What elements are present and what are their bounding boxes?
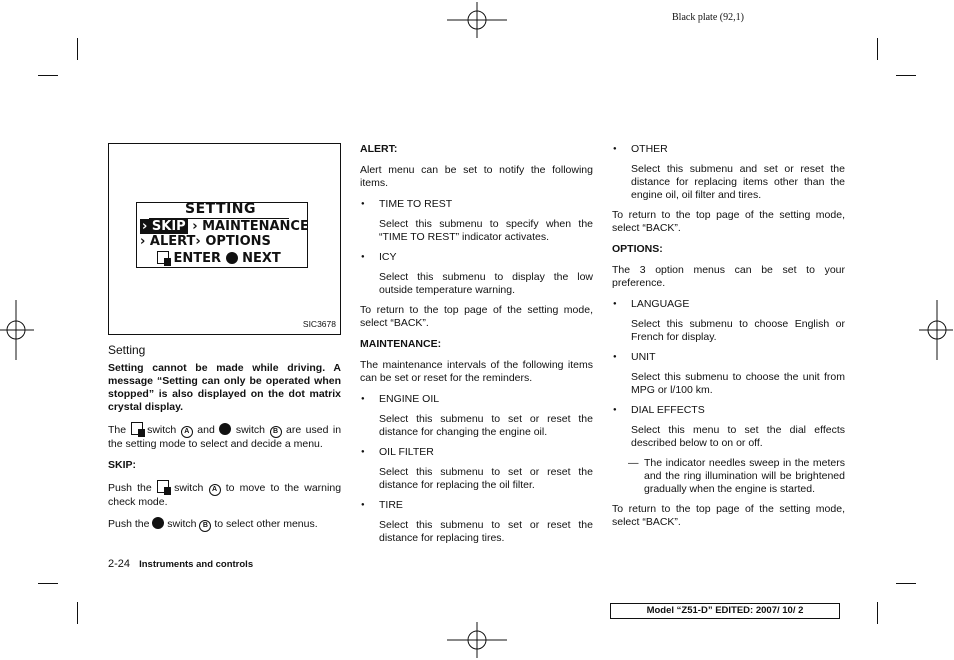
next-switch-icon [226,252,238,264]
next-switch-icon [152,517,164,529]
figure-caption: Setting [108,343,146,357]
lcd-display [136,202,308,268]
skip2-t3: to select other menus. [214,518,318,530]
alert-heading: ALERT: [360,143,398,155]
skip-paragraph-2 [108,517,341,532]
lcd-row-2: › ALERT› OPTIONS [140,234,271,249]
enter-switch-icon [157,480,169,493]
intro-t1: The [108,424,127,436]
language-desc: Select this submenu to choose English or French for display. [631,318,845,343]
page-footer [108,558,253,570]
bullet-engine-oil: ● ENGINE OIL [360,393,593,406]
bullet-tire: ● TIRE [360,499,593,512]
figure-code: SIC3678 [302,319,336,329]
skip2-t1: Push the [108,518,150,530]
bullet-unit: ● UNIT [612,351,845,364]
lcd-maintenance: MAINTENANCE [202,219,309,234]
circled-a-icon: A [181,426,193,438]
enter-switch-icon [157,251,169,264]
bullet-icy: ● ICY [360,251,593,264]
maintenance-return: To return to the top page of the setting mode, select “BACK”. [612,209,845,234]
options-return: To return to the top page of the setting mode, select “BACK”. [612,503,845,528]
unit-desc: Select this submenu to choose the unit from MPG or l/100 km. [631,371,845,396]
bullet-language: ● LANGUAGE [612,298,845,311]
oil-filter-desc: Select this submenu to set or reset the distance for replacing the oil filter. [379,466,593,491]
skip1-t2: switch [174,482,204,494]
page-number: 2-24 [108,558,131,570]
column-3 [612,143,845,537]
icy-desc: Select this submenu to display the low outside temperature warning. [379,271,593,296]
lcd-options: OPTIONS [205,234,271,249]
dial-effects-dash-item [612,457,845,496]
intro-t5: are used in the setting mode to select and decide a menu. [108,424,342,450]
next-switch-icon [219,423,231,435]
lcd-row-1: › SKIP › MAINTENANCE [142,219,309,234]
circled-b-icon: B [270,426,282,438]
lcd-row-3 [157,251,281,265]
plate-label: Black plate (92,1) [672,12,744,23]
alert-return: To return to the top page of the setting mode, select “BACK”. [360,304,593,329]
column-2 [360,143,593,552]
skip1-t1: Push the [108,482,152,494]
enter-switch-icon [131,422,143,435]
dash-marker: — [628,457,639,469]
circled-b-icon: B [199,520,211,532]
intro-t2: switch [147,424,177,436]
dial-effects-desc: Select this menu to set the dial effects described below to on or off. [631,424,845,449]
intro-paragraph [108,422,341,451]
circled-a-icon: A [209,484,221,496]
intro-t4: switch [235,424,265,436]
options-heading: OPTIONS: [612,243,663,255]
lcd-enter: ENTER [173,251,222,266]
engine-oil-desc: Select this submenu to set or reset the distance for changing the engine oil. [379,413,593,438]
bullet-dial-effects: ● DIAL EFFECTS [612,404,845,417]
setting-figure [108,143,341,335]
lcd-next: NEXT [242,251,281,266]
lcd-alert: ALERT [149,234,196,249]
bullet-oil-filter: ● OIL FILTER [360,446,593,459]
model-box: Model “Z51-D” EDITED: 2007/ 10/ 2 [610,603,840,619]
skip2-t2: switch [167,518,197,530]
bullet-time-to-rest: ● TIME TO REST [360,198,593,211]
skip-paragraph-1 [108,480,341,509]
intro-t3: and [197,424,215,436]
tire-desc: Select this submenu to set or reset the distance for replacing tires. [379,519,593,544]
time-to-rest-desc: Select this submenu to specify when the “TIME TO REST” indicator activates. [379,218,593,243]
lcd-title: SETTING [185,201,256,217]
maintenance-intro: The maintenance intervals of the following items can be set or reset for the reminders. [360,359,593,384]
section-title: Instruments and controls [139,559,254,570]
warning-text: Setting cannot be made while driving. A message “Setting can only be operated when stopped” is also displayed on the dot matrix crystal display. [108,362,341,413]
bullet-other: ● OTHER [612,143,845,156]
alert-intro: Alert menu can be set to notify the following items. [360,164,593,189]
options-intro: The 3 option menus can be set to your preference. [612,264,845,289]
lcd-skip: SKIP [151,219,186,234]
skip-heading: SKIP: [108,459,137,471]
skip1-t3: to move to the warning check mode. [108,482,342,508]
dial-effects-dash-text: The indicator needles sweep in the meters and the ring illumination will be brightened gradually when the engine is started. [644,457,845,495]
maintenance-heading: MAINTENANCE: [360,338,442,350]
other-desc: Select this submenu and set or reset the distance for replacing items other than the engine oil, oil filter and tires. [631,163,845,201]
column-1 [108,143,341,540]
